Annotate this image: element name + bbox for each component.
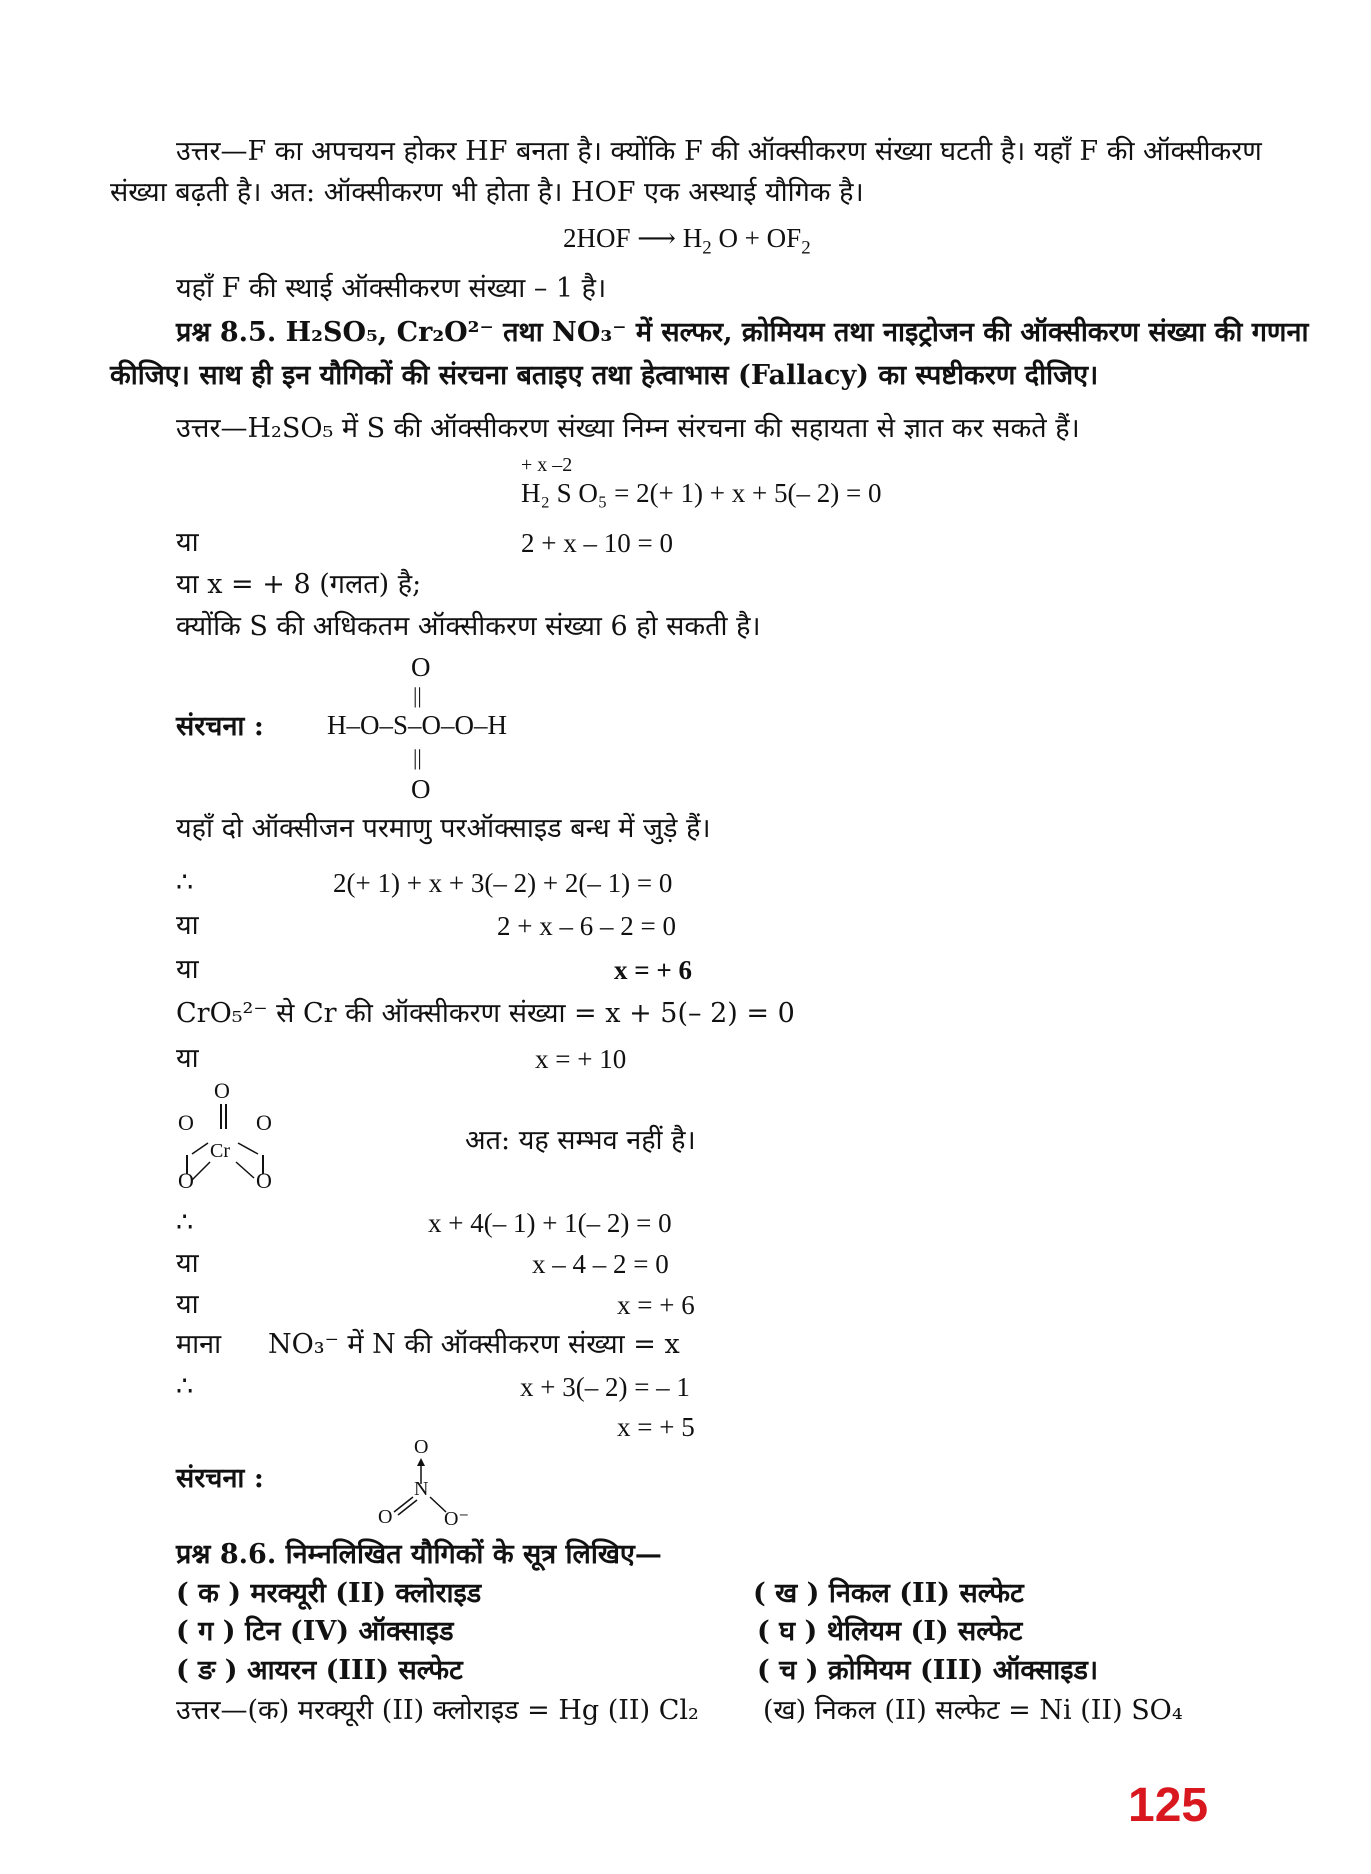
question-8-6-title: प्रश्न 8.6. निम्नलिखित यौगिकों के सूत्र लिखिए— xyxy=(176,1539,662,1570)
equation-5: x = + 6 xyxy=(614,955,693,985)
wrong-value-line: या x = + 8 (गलत) है; xyxy=(176,569,422,600)
not-possible-line: अत: यह सम्भव नहीं है। xyxy=(465,1125,696,1156)
equation-1: H₂ S O₅ = 2(+ 1) + x + 5(– 2) = 0 xyxy=(521,478,882,508)
no3-structure xyxy=(374,1436,484,1532)
no3-o-right: O⁻ xyxy=(444,1508,469,1530)
label-mana: माना xyxy=(176,1329,222,1360)
structure-label-2: संरचना : xyxy=(176,1463,264,1494)
therefore-3: ∴ xyxy=(176,1371,194,1402)
label-ya-5: या xyxy=(176,1248,199,1279)
equation-2: 2 + x – 10 = 0 xyxy=(521,528,673,558)
eq-left: 2HOF xyxy=(563,223,631,253)
q86-item-kha: ( ख ) निकल (II) सल्फेट xyxy=(753,1578,1024,1609)
q86-answer-left: उत्तर—(क) मरक्यूरी (II) क्लोराइड = Hg (II) Cl₂ xyxy=(176,1695,699,1726)
therefore-2: ∴ xyxy=(176,1207,194,1238)
equation-3: 2(+ 1) + x + 3(– 2) + 2(– 1) = 0 xyxy=(333,868,673,898)
arrow-icon: ⟶ xyxy=(637,223,676,253)
therefore-1: ∴ xyxy=(176,867,194,898)
cr-o-bottom-right: O xyxy=(256,1168,272,1193)
equation-6: x = + 10 xyxy=(535,1044,627,1074)
label-ya-4: या xyxy=(176,1043,199,1074)
eq-right-rest: O + OF xyxy=(718,223,802,253)
structure-h2so5: H–O–S–O–O–H xyxy=(327,710,508,740)
structure-label: संरचना : xyxy=(176,711,264,742)
peroxide-line: यहाँ दो ऑक्सीजन परमाणु परऑक्साइड बन्ध में जुड़े हैं। xyxy=(176,813,711,844)
equation-7: x + 4(– 1) + 1(– 2) = 0 xyxy=(428,1208,672,1238)
q86-item-nga: ( ङ ) आयरन (III) सल्फेट xyxy=(176,1655,463,1686)
eq-right-h: H xyxy=(682,223,703,253)
cr-o-left: O xyxy=(178,1110,194,1135)
no3-o-top: O xyxy=(414,1436,429,1458)
cr-atom: Cr xyxy=(210,1140,230,1162)
n-atom: N xyxy=(414,1478,429,1500)
reason-line: क्योंकि S की अधिकतम ऑक्सीकरण संख्या 6 हो सकती है। xyxy=(176,611,761,642)
cr-o-right: O xyxy=(256,1110,272,1135)
hof-equation: 2HOF ⟶ $H_2$ $O + OF_2$ xyxy=(563,223,811,259)
answer-8-5-intro: उत्तर—H₂SO₅ में S की ऑक्सीकरण संख्या निम्न संरचना की सहायता से ज्ञात कर सकते हैं। xyxy=(176,413,1080,444)
no3-line: NO₃⁻ में N की ऑक्सीकरण संख्या = x xyxy=(268,1329,680,1360)
cro5-line: CrO₅²⁻ से Cr की ऑक्सीकरण संख्या = x + 5(– 2) = 0 xyxy=(176,998,795,1029)
equation-4: 2 + x – 6 – 2 = 0 xyxy=(497,911,676,941)
double-bond-top: || xyxy=(413,683,422,708)
cro5-structure xyxy=(170,1078,290,1194)
q86-item-ka: ( क ) मरक्यूरी (II) क्लोराइड xyxy=(176,1578,482,1609)
label-ya-6: या xyxy=(176,1289,199,1320)
page-number: 125 xyxy=(1128,1779,1209,1832)
equation-11: x = + 5 xyxy=(617,1412,695,1442)
q86-item-cha: ( च ) क्रोमियम (III) ऑक्साइड। xyxy=(757,1655,1099,1686)
question-8-5-line-2: कीजिए। साथ ही इन यौगिकों की संरचना बताइए तथा हेत्वाभास (Fallacy) का स्पष्टीकरण दीजिए। xyxy=(110,360,1099,391)
no3-o-left: O xyxy=(378,1506,393,1528)
label-ya-2: या xyxy=(176,910,199,941)
equation-10: x + 3(– 2) = – 1 xyxy=(520,1372,690,1402)
label-ya-3: या xyxy=(176,954,199,985)
stable-ox-note: यहाँ F की स्थाई ऑक्सीकरण संख्या – 1 है। xyxy=(176,273,607,304)
equation-9: x = + 6 xyxy=(617,1290,695,1320)
q86-answer-right: (ख) निकल (II) सल्फेट = Ni (II) SO₄ xyxy=(763,1695,1183,1726)
cr-o-top: O xyxy=(214,1078,230,1103)
double-bond-bottom: || xyxy=(413,745,422,770)
answer-line-2: संख्या बढ़ती है। अत: ऑक्सीकरण भी होता है। HOF एक अस्थाई यौगिक है। xyxy=(110,177,864,208)
ox-marks: + x –2 xyxy=(521,454,573,476)
q86-item-ga: ( ग ) टिन (IV) ऑक्साइड xyxy=(176,1616,454,1647)
struct-o-top: O xyxy=(411,652,431,682)
struct-o-bottom: O xyxy=(411,774,431,804)
q86-item-gha: ( घ ) थेलियम (I) सल्फेट xyxy=(757,1616,1023,1647)
question-8-5-line-1: प्रश्न 8.5. H₂SO₅, Cr₂O²⁻ तथा NO₃⁻ में सल्फर, क्रोमियम तथा नाइट्रोजन की ऑक्सीकरण संख्या की गणना xyxy=(176,317,1309,348)
label-ya: या xyxy=(176,527,199,558)
answer-line-1: उत्तर—F का अपचयन होकर HF बनता है। क्योंकि F की ऑक्सीकरण संख्या घटती है। यहाँ F की ऑक्सीकरण xyxy=(176,136,1262,167)
equation-8: x – 4 – 2 = 0 xyxy=(532,1249,669,1279)
cr-o-bottom-left: O xyxy=(178,1168,194,1193)
